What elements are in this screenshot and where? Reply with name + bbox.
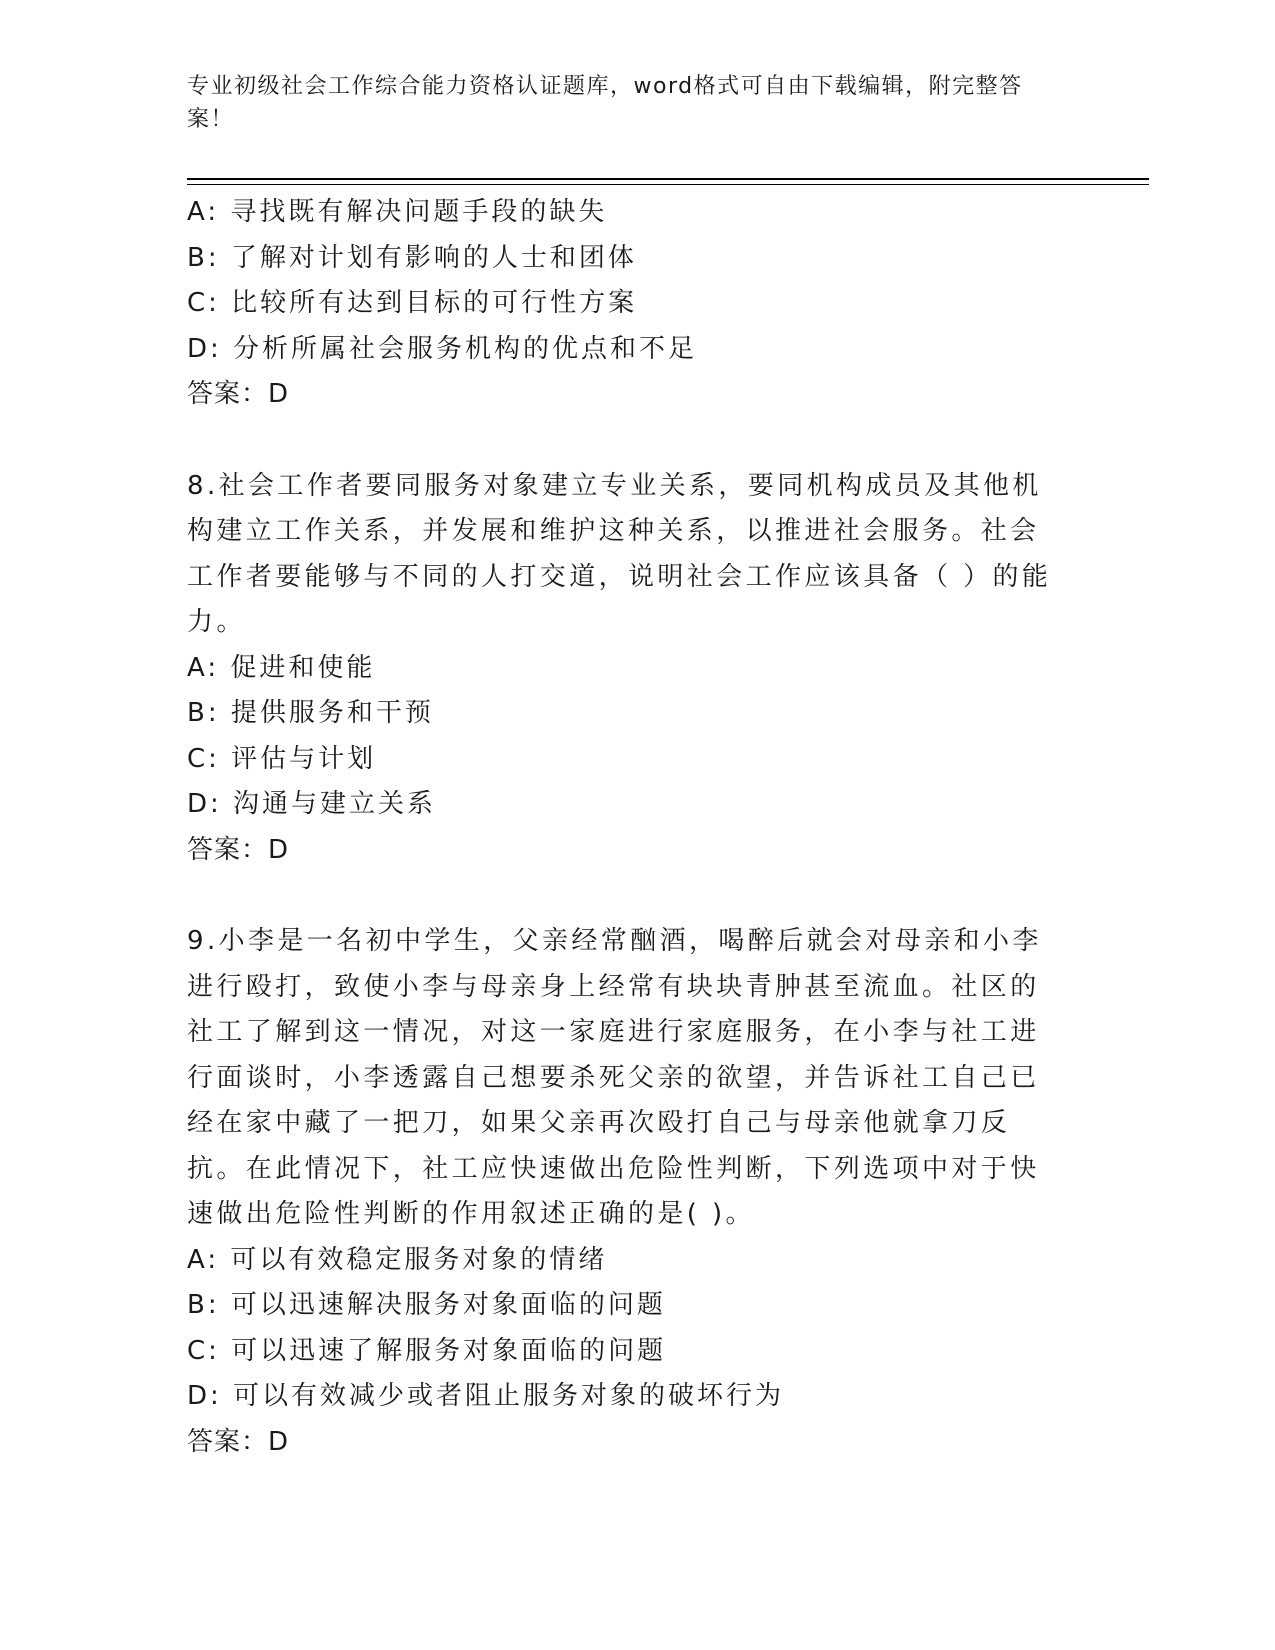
option-b: B: 了解对计划有影响的人士和团体 [187, 242, 637, 273]
option-c: C: 评估与计划 [187, 743, 377, 774]
answer-text: 答案：D [187, 379, 290, 409]
option-c: C: 比较所有达到目标的可行性方案 [187, 288, 638, 318]
option-a: A: 促进和使能 [187, 652, 376, 683]
spacer [187, 418, 1067, 464]
option-d: D: 分析所属社会服务机构的优点和不足 [187, 333, 698, 364]
question-stem: 9.小李是一名初中学生，父亲经常酗酒，喝醉后就会对母亲和小李进行殴打，致使小李与母亲身上经常有块块青肿甚至流血。社区的社工了解到这一情况，对这一家庭进行家庭服务，在小李与社工进行面谈时，小李透露自己想要杀死父亲的欲望，并告诉社工自己已经在家中藏了一把刀，如果父亲再次殴打自己与母亲他就拿刀反抗。在此情况下，社工应快速做出危险性判断，下列选项中对于快速做出危险性判断的作用叙述正确的是( )。 [187, 926, 1042, 1229]
header-divider-thin [187, 184, 1149, 185]
option-b: B: 可以迅速解决服务对象面临的问题 [187, 1290, 666, 1320]
answer-text: 答案：D [187, 1426, 290, 1457]
option-d: D: 可以有效减少或者阻止服务对象的破坏行为 [187, 1381, 785, 1411]
document-header: 专业初级社会工作综合能力资格认证题库，word格式可自由下载编辑，附完整答案！ [187, 74, 1023, 132]
question-list [187, 190, 1067, 1465]
option-d: D: 沟通与建立关系 [187, 789, 437, 819]
question-stem: 8.社会工作者要同服务对象建立专业关系，要同机构成员及其他机构建立工作关系，并发展和维护这种关系，以推进社会服务。社会工作者要能够与不同的人打交道，说明社会工作应该具备（ ）的能力。 [187, 470, 1052, 637]
spacer [187, 873, 1067, 919]
answer-text: 答案：D [187, 834, 290, 865]
question-7 [187, 190, 1067, 418]
question-8 [187, 464, 1067, 874]
option-a: A: 寻找既有解决问题手段的缺失 [187, 197, 608, 227]
option-c: C: 可以迅速了解服务对象面临的问题 [187, 1335, 667, 1366]
option-b: B: 提供服务和干预 [187, 698, 434, 728]
question-9 [187, 919, 1067, 1465]
option-a: A: 可以有效稳定服务对象的情绪 [187, 1244, 608, 1275]
header-divider-thick [187, 178, 1149, 180]
